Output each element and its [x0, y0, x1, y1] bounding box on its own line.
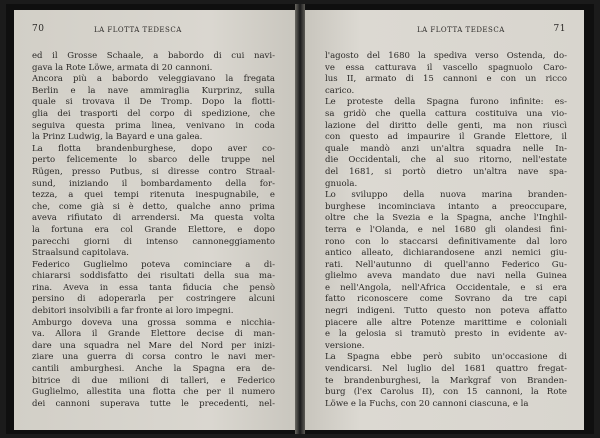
text-line: Lo sviluppo della nuova marina branden- [325, 190, 567, 201]
text-line: lus II, armato di 15 cannoni e con un ricco [325, 74, 567, 85]
text-line: del 1681, si portò dietro un'altra nave spa- [325, 166, 567, 177]
text-line: quale mandò anzi un'altra squadra nelle In- [325, 143, 567, 154]
text-line: carico. [325, 85, 355, 96]
right-page-number: 71 [553, 24, 566, 34]
text-line: chiararsi soddisfatto dei risultati della sua ma- [32, 271, 275, 282]
text-line: Amburgo doveva una grossa somma e nicchia- [32, 317, 275, 328]
text-line: sund, iniziando il bombardamento della for- [32, 178, 275, 189]
open-book [6, 4, 594, 434]
text-line: perto felicemente lo sbarco delle truppe nel [32, 155, 275, 166]
text-line: Ancora più a babordo veleggiavano la fregata [32, 74, 275, 85]
text-line: rina. Aveva in essa tanta fiducia che pensò [32, 282, 275, 293]
text-line: quale si trovava il De Tromp. Dopo la flotti- [32, 97, 275, 108]
text-line: burg (l'ex Carolus II), con 15 cannoni, la Rote [325, 387, 567, 398]
text-line: gnuola. [325, 178, 358, 189]
left-page-body [32, 51, 275, 410]
text-line: persino di adoperarla per costringere alcuni [32, 294, 275, 305]
text-line: Federico Guglielmo poteva cominciare a di- [32, 259, 275, 270]
text-line: terra e l'Olanda, e nel 1680 gli olandesi fini- [325, 224, 567, 235]
text-line: dei cannoni superava tutte le precedenti, nel- [32, 398, 275, 409]
text-line: debitori insolvibili a far fronte ai loro impegni. [32, 306, 234, 317]
text-line: aveva rifiutato di arrendersi. Ma questa volta [32, 213, 275, 224]
text-line: parecchi giorni di intenso cannoneggiamento [32, 236, 275, 247]
text-line: gava la Rote Löwe, armata di 20 cannoni. [32, 62, 213, 73]
text-line: bitrice di due milioni di talleri, e Federico [32, 375, 275, 386]
text-line: Straalsund capitolava. [32, 248, 130, 259]
text-line: va. Allora il Grande Elettore decise di man- [32, 329, 275, 340]
text-line: negri indigeni. Tutto questo non poteva affatto [325, 306, 567, 317]
right-page-header [305, 24, 584, 36]
text-line: versione. [325, 340, 365, 351]
text-line: die Occidentali, che al suo ritorno, nell'estate [325, 155, 567, 166]
text-line: ziare una guerra di corsa contro le navi mer- [32, 352, 275, 363]
text-line: dare una squadra nel Mare del Nord per inizi- [32, 340, 275, 351]
text-line: Berlin e la nave ammiraglia Kurprinz, sulla [32, 85, 275, 96]
text-line: con questo ad impaurire il Grande Elettore, il [325, 132, 567, 143]
text-line: glielmo aveva mandato due navi nella Guinea [325, 271, 567, 282]
text-line: glia dei trasporti del corpo di spedizione, che [32, 108, 275, 119]
text-line: Löwe e la Fuchs, con 20 cannoni ciascuna, e la [325, 398, 529, 409]
right-page-body [325, 51, 567, 410]
text-line: fatto riconoscere come Sovrano da tre capi [325, 294, 567, 305]
text-line: Guglielmo, allestita una flotta che per il numero [32, 387, 275, 398]
left-page-header [14, 24, 295, 36]
right-running-head: LA FLOTTA TEDESCA [417, 26, 505, 34]
text-line: e la gelosia si tramutò presto in evidente av- [325, 329, 567, 340]
text-line: rono con lo staccarsi definitivamente dal loro [325, 236, 567, 247]
text-line: antico alleato, dichiarandosene anzi nemici giu- [325, 248, 567, 259]
text-line: burghese incominciava intanto a preoccupare, [325, 201, 567, 212]
right-page [305, 10, 584, 430]
text-line: lazione del diritto delle genti, ma non riuscì [325, 120, 567, 131]
text-line: seguiva questa prima linea, venivano in coda [32, 120, 275, 131]
left-page-number: 70 [32, 24, 45, 34]
left-running-head: LA FLOTTA TEDESCA [94, 26, 182, 34]
text-line: sa gridò che quella cattura costituiva una vio- [325, 108, 567, 119]
text-line: vendicarsi. Nel luglio del 1681 quattro fregat- [325, 364, 567, 375]
text-line: l'agosto del 1680 la spediva verso Ostenda, do- [325, 51, 567, 61]
text-line: ed il Grosse Schaale, a babordo di cui navi- [32, 51, 275, 61]
text-line: che, come già si è detto, qualche anno prima [32, 201, 275, 212]
text-line: e nell'Angola, nell'Africa Occidentale, e si era [325, 282, 567, 293]
book-gutter [295, 4, 305, 434]
text-line: La Spagna ebbe però subito un'occasione di [325, 352, 567, 363]
text-line: rati. Nell'autunno di quell'anno Federico Gu- [325, 259, 567, 270]
text-line: Rügen, presso Putbus, si diresse contro Straal- [32, 166, 275, 177]
text-line: ve essa catturava il vascello spagnuolo Caro- [325, 62, 567, 73]
text-line: Le proteste della Spagna furono infinite: es- [325, 97, 567, 108]
text-line: la Prinz Ludwig, la Bayard e una galea. [32, 132, 203, 143]
text-line: tezza, a quei tempi ritenuta inespugnabile, e [32, 190, 275, 201]
text-line: La flotta brandenburghese, dopo aver co- [32, 143, 275, 154]
text-line: cantili amburghesi. Anche la Spagna era de- [32, 364, 275, 375]
text-line: te brandenburghesi, la Markgraf von Branden- [325, 375, 567, 386]
text-line: piacere alle altre Potenze marittime e coloniali [325, 317, 567, 328]
text-line: oltre che la Svezia e la Spagna, anche l'Inghil- [325, 213, 567, 224]
left-page [14, 10, 295, 430]
text-line: la fortuna era col Grande Elettore, e dopo [32, 224, 275, 235]
